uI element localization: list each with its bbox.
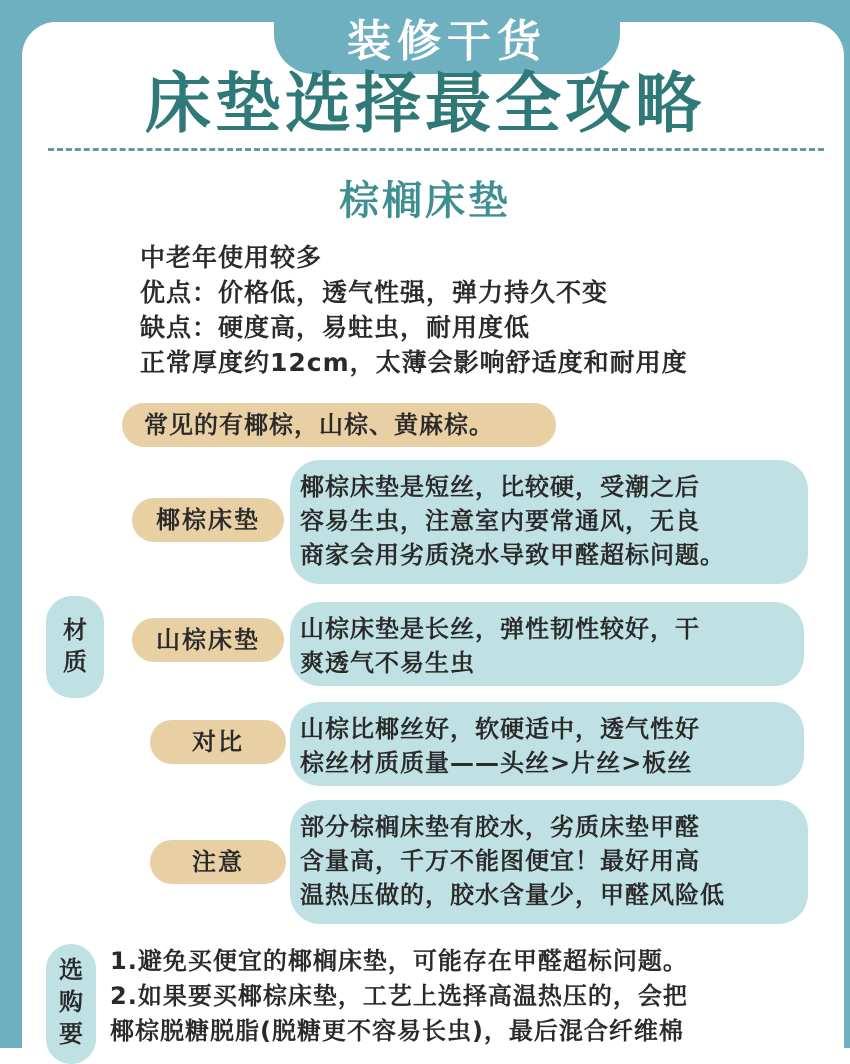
buying-tips-side-tab xyxy=(46,944,96,1064)
tip-line: 椰棕脱糖脱脂(脱糖更不容易长虫)，最后混合纤维棉 xyxy=(110,1017,684,1045)
intro-line: 中老年使用较多 xyxy=(140,243,323,272)
side-tab-char: 选 xyxy=(59,956,83,984)
buying-tips-block xyxy=(110,944,840,1049)
intro-line: 优点：价格低，透气性强，弹力持久不变 xyxy=(140,278,609,307)
intro-block xyxy=(140,240,830,380)
intro-line: 缺点：硬度高，易蛀虫，耐用度低 xyxy=(140,313,531,342)
side-tab-char: 要 xyxy=(59,1020,83,1048)
page-title: 床垫选择最全攻略 xyxy=(145,65,705,142)
header-tab: 装修干货 xyxy=(274,12,620,74)
bubble-line: 椰棕床垫是短丝，比较硬，受潮之后 xyxy=(300,473,700,501)
label-pill-notice: 注意 xyxy=(150,840,286,884)
side-tab-char: 购 xyxy=(59,988,83,1016)
bubble-compare xyxy=(290,702,804,786)
bubble-coconut xyxy=(290,460,808,584)
bubble-line: 含量高，千万不能图便宜！最好用高 xyxy=(300,847,700,875)
bubble-line: 温热压做的，胶水含量少，甲醛风险低 xyxy=(300,881,725,909)
section-title: 棕榈床垫 xyxy=(339,178,511,224)
label-pill-mountain: 山棕床垫 xyxy=(132,618,284,662)
common-types-pill: 常见的有椰棕，山棕、黄麻棕。 xyxy=(122,403,556,447)
label-pill-coconut: 椰棕床垫 xyxy=(132,498,284,542)
bubble-line: 容易生虫，注意室内要常通风，无良 xyxy=(300,507,700,535)
material-side-tab xyxy=(46,596,104,698)
divider xyxy=(48,148,824,151)
bubble-line: 爽透气不易生虫 xyxy=(300,649,475,677)
side-tab-char: 质 xyxy=(63,648,87,676)
bubble-notice xyxy=(290,800,808,924)
intro-line: 正常厚度约12cm，太薄会影响舒适度和耐用度 xyxy=(140,348,688,377)
bubble-line: 棕丝材质质量——头丝>片丝>板丝 xyxy=(300,749,693,777)
bubble-mountain xyxy=(290,602,804,686)
bubble-line: 部分棕榈床垫有胶水，劣质床垫甲醛 xyxy=(300,813,700,841)
bubble-line: 山棕床垫是长丝，弹性韧性较好，干 xyxy=(300,615,700,643)
bubble-line: 山棕比椰丝好，软硬适中，透气性好 xyxy=(300,715,700,743)
tip-line: 2.如果要买椰棕床垫，工艺上选择高温热压的，会把 xyxy=(110,982,688,1010)
tip-line: 1.避免买便宜的椰榈床垫，可能存在甲醛超标问题。 xyxy=(110,947,688,975)
side-tab-char: 材 xyxy=(63,616,87,644)
label-pill-compare: 对比 xyxy=(150,720,286,764)
bubble-line: 商家会用劣质浇水导致甲醛超标问题。 xyxy=(300,541,725,569)
